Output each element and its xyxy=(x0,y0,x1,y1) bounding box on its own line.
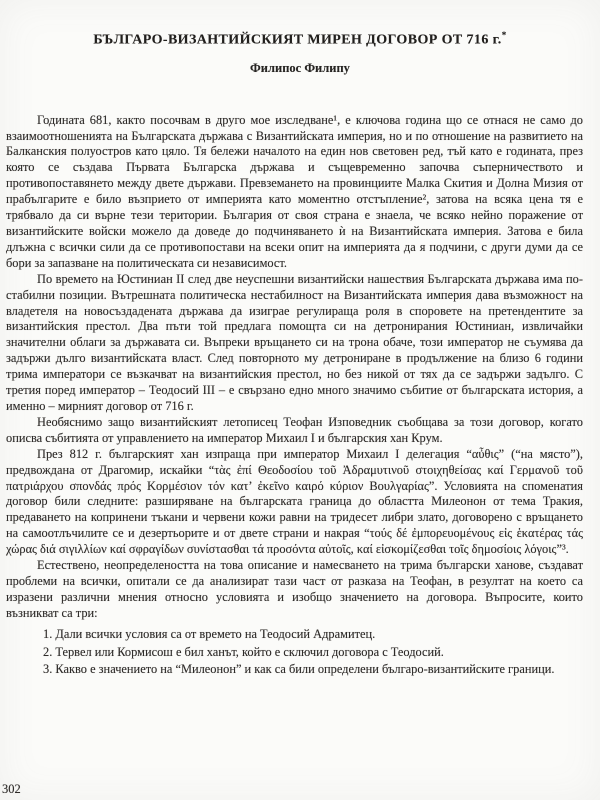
article-title-text: БЪЛГАРО-ВИЗАНТИЙСКИЯТ МИРЕН ДОГОВОР ОТ 716 г. xyxy=(93,32,502,48)
paragraph-justinian: По времето на Юстиниан II след две неуспешни византийски нашествия Българската държава има по-стабилни позиции. Вътрешната политическа нестабилност на Византийската империя дава възможност на владетеля на новосъздадената държава да изиграе регулираща роля в споровете на претендентите за византийския престол. Два пъти той предлага помощта си на детронирания Юстиниан, извличайки значителни облаги за държавата си. Въпреки връщането си на трона обаче, този император не съумява да задържи дълго византийската власт. След повторното му детрониране в продължение на близо 6 години трима императори се възкачват на византийския престол, но без никой от тях да се задържи задълго. С третия поред император – Теодосий III – е свързано едно много значимо събитие от българската история, а именно – мирният договор от 716 г. xyxy=(6,271,583,413)
article-body xyxy=(0,113,600,679)
article-title xyxy=(0,0,600,49)
paragraph-problems: Естествено, неопределеността на това описание и намесването на трима български ханове, създават проблеми на всички, опитали се да анализират тази част от разказа на Теофан, в резултат на което са изразени различни мнения относно условията и изобщо значението на договора. Въпросите, които възникват са три: xyxy=(6,558,583,620)
title-footnote-mark: * xyxy=(501,30,507,40)
question-item-2: 2. Тервел или Кормисош е бил ханът, който е сключил договора с Теодосий. xyxy=(43,644,444,659)
paragraph-theophanes: Необяснимо защо византийският летописец Теофан Изповедник съобщава за този договор, когато описва събитията от управлението на император Михаил I и българския хан Крум. xyxy=(6,414,583,445)
question-item-3: 3. Какво е значението на “Милеонон” и как са били определени българо-византийските граници. xyxy=(43,662,555,677)
page-number: 302 xyxy=(2,782,21,796)
article-author: Филипос Филипу xyxy=(250,60,350,75)
paragraph-treaty-terms: През 812 г. българският хан изпраща при император Михаил I делегация “αὖθις” (“на място”), предвождана от Драгомир, искайки “τὰς ἐπί Θεοδοσίου τοῦ Ἀδραμυτινοῦ στοιχηθείσας καί Γερμανοῦ τοῦ πατριάρχου σπονδάς πρός Κορμέσιον τόν κατ’ ἐκεῖνο καιρό κύριον Βουλγαρίας”. Условията на споменатия договор били следните: разширяване на българската граница до областта Милеонон от тема Тракия, предаването на копринени тъкани и червени кожи равни на тридесет либри злато, договорено с връщането на самоотлъчилите се и дезертьорите и от двете страни и накрая “τούς δέ ἐμπορευομένους εἰς ἑκατέρας τάς χώρας διά σιγιλλίων καί σφραγίδων συνίστασθαι τά προσόντα αὐτοῖς, καί εἰσκομίζεσθαι τοῖς δημοσίοις λόγοις”³. xyxy=(6,446,583,557)
question-item-1: 1. Дали всички условия са от времето на Теодосий Адрамитец. xyxy=(43,626,376,641)
paragraph-intro: Годината 681, както посочвам в друго мое изследване¹, е ключова година що се отнася не само до взаимоотношенията на Българската държава с Византийската империя, но и по отношение на развитието на Балканския полуостров като цяло. Тя бележи началото на един нов световен ред, тъй като е годината, през която се създава Първата Българска държава и същевременно започва съперничеството и противопоставянето между двете държави. Превземането на провинциите Малка Скития и Долна Мизия от прабългарите е било възприето от империята като моментно отстъпление², затова на всяка цена тя е трябвало да си върне тези територии. България от своя страна е знаела, че всяко нейно поражение от византийските войски можело да доведе до подчиняването ѝ на Византийската империя. Затова е била длъжна с всички сили да се противопостави на всеки опит на империята да я подчини, с други думи да се бори за запазване на политическата си независимост. xyxy=(6,112,583,270)
